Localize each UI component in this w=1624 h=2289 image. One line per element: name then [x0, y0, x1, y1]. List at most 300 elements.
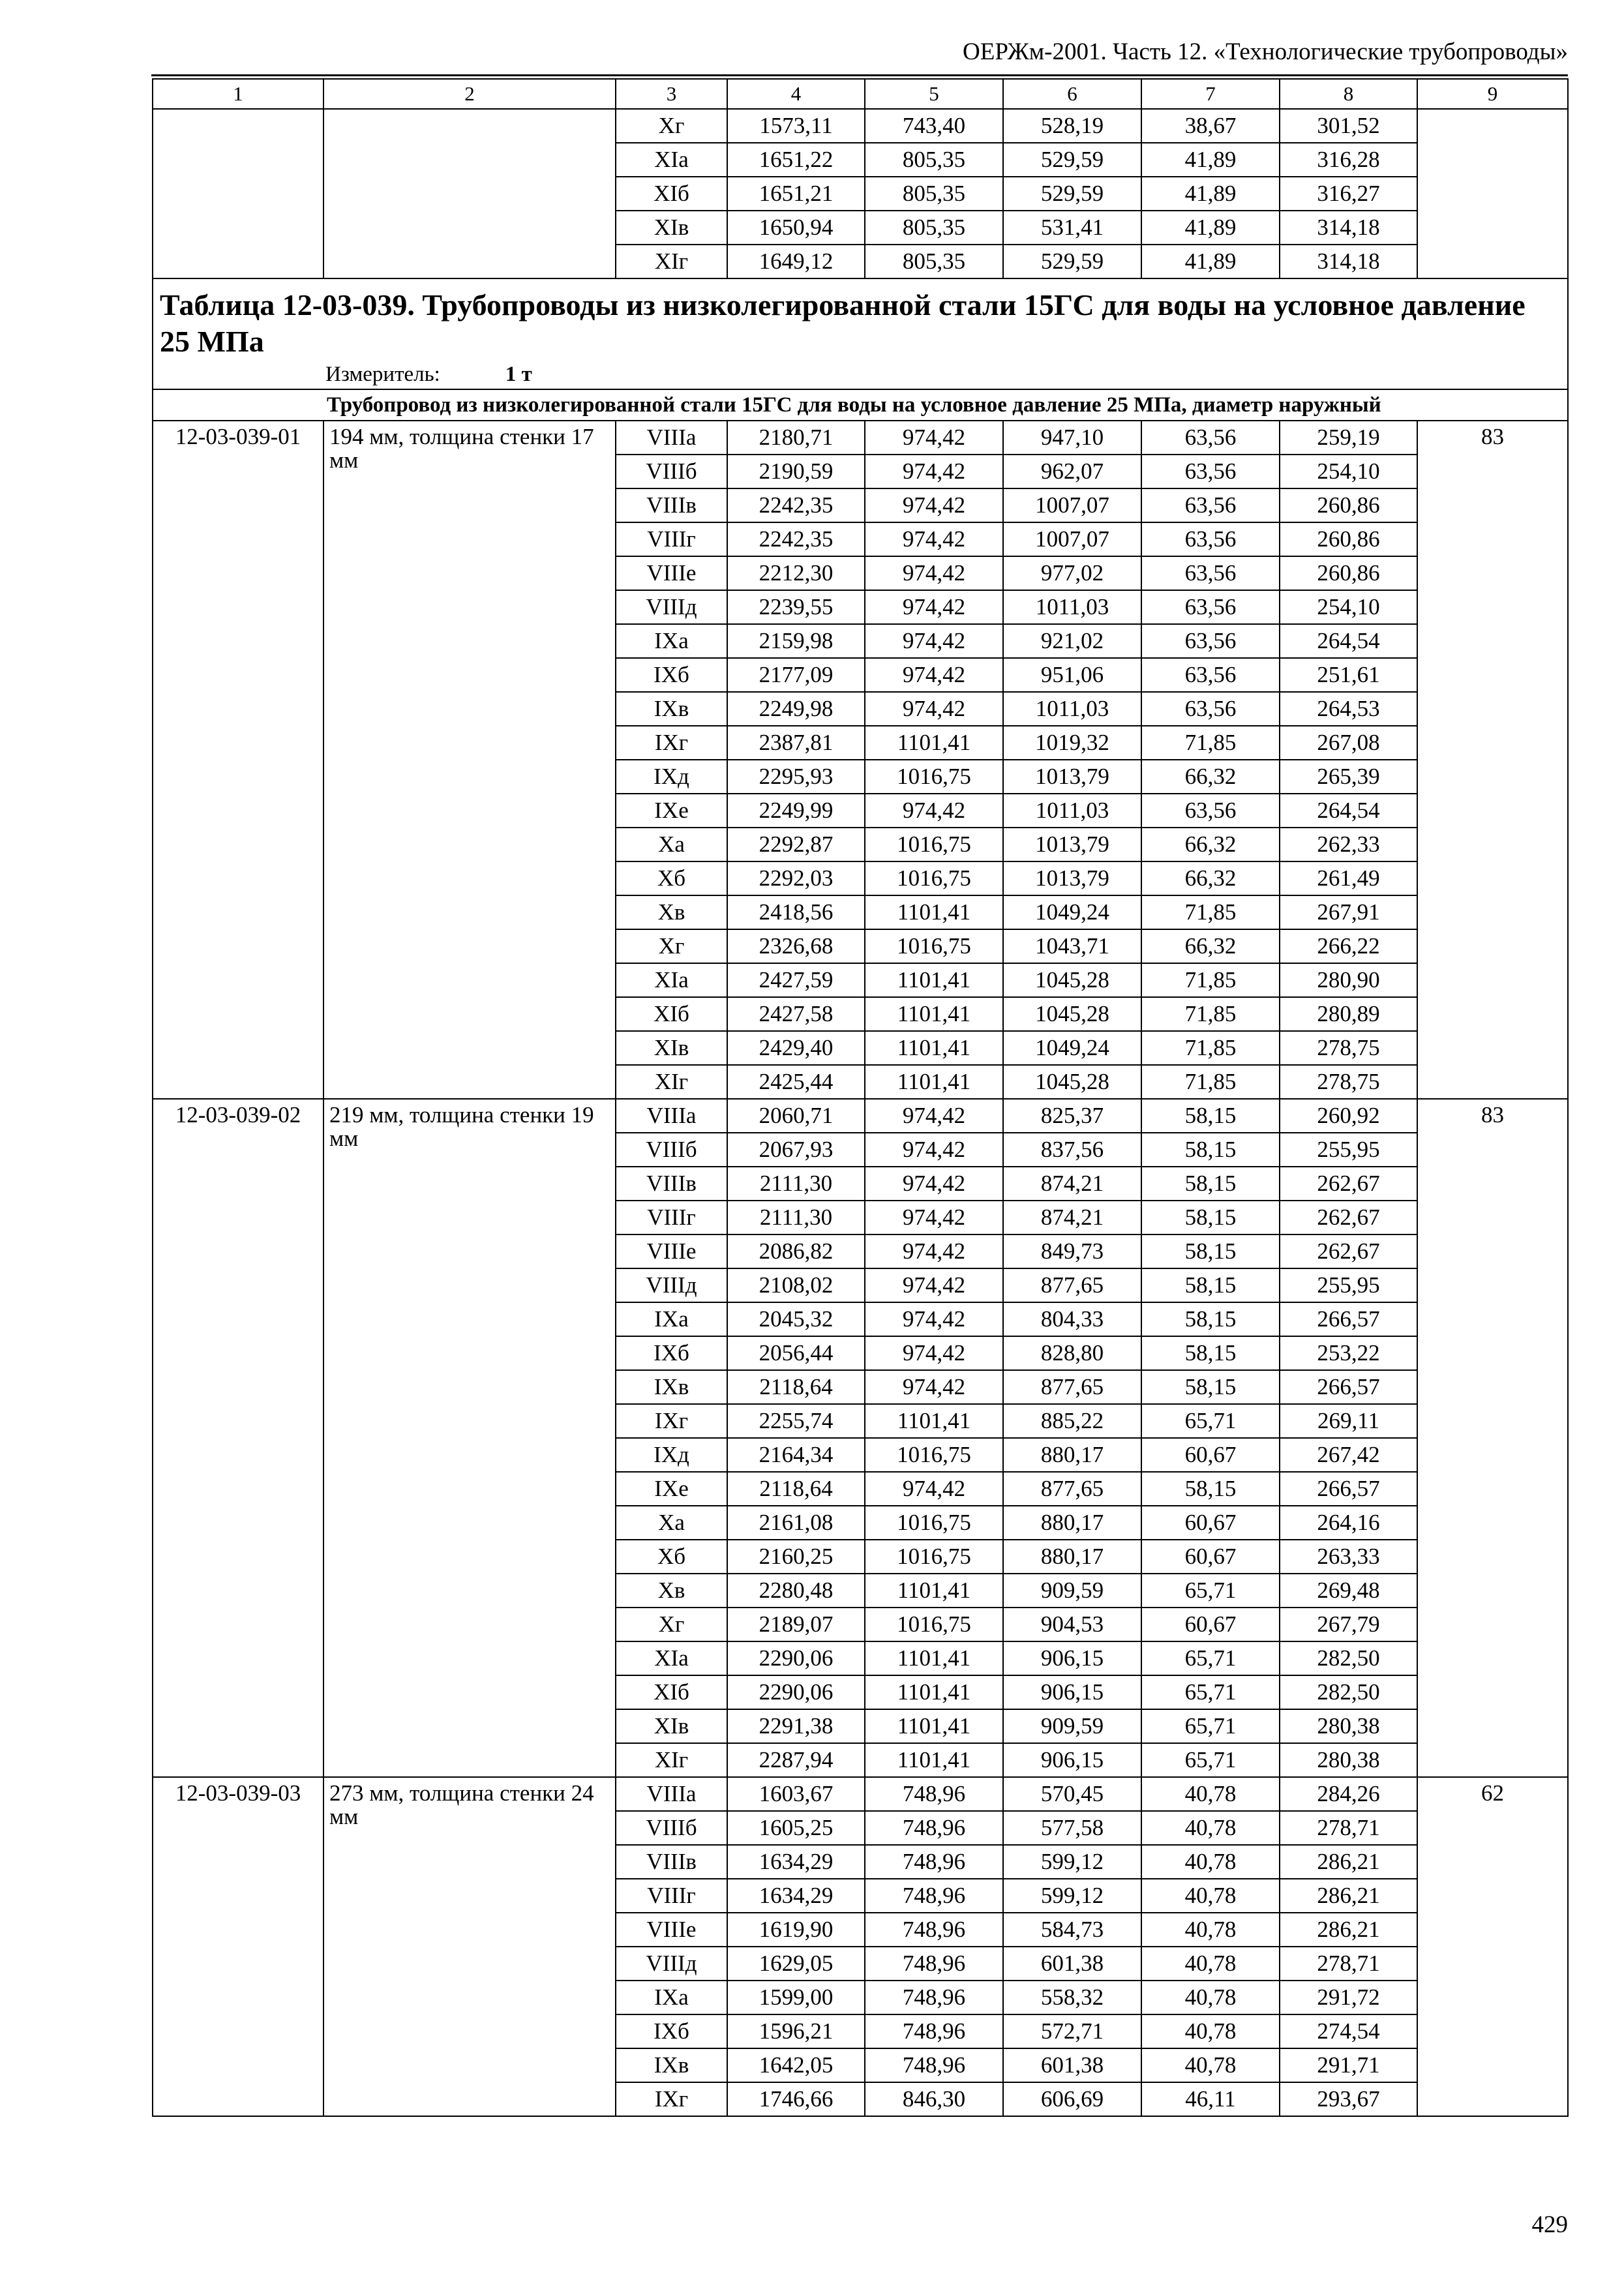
materials-cell: 282,50 [1280, 1641, 1417, 1675]
wages-cell: 846,30 [865, 2082, 1003, 2116]
zone-cell: VIIIе [616, 556, 727, 590]
machinist-wages-cell: 58,15 [1141, 1336, 1280, 1370]
wages-cell: 1101,41 [865, 997, 1003, 1031]
norm-cell [1417, 109, 1568, 278]
page-number: 429 [1531, 2211, 1568, 2238]
total-cost-cell: 2290,06 [727, 1675, 865, 1709]
zone-cell: Xа [616, 828, 727, 861]
header-rule [151, 74, 1568, 76]
wages-cell: 805,35 [865, 177, 1003, 211]
machines-cell: 906,15 [1003, 1743, 1141, 1777]
materials-cell: 280,89 [1280, 997, 1417, 1031]
code-cell: 12-03-039-03 [153, 1777, 323, 2116]
wages-cell: 748,96 [865, 1777, 1003, 1811]
machines-cell: 1049,24 [1003, 895, 1141, 929]
zone-cell: IXг [616, 726, 727, 760]
wages-cell: 974,42 [865, 624, 1003, 658]
zone-cell: VIIIа [616, 1099, 727, 1133]
wages-cell: 1101,41 [865, 726, 1003, 760]
total-cost-cell: 2249,99 [727, 794, 865, 828]
machinist-wages-cell: 71,85 [1141, 726, 1280, 760]
zone-cell: Xг [616, 109, 727, 143]
unit-label: Измеритель: [325, 363, 440, 386]
wages-cell: 974,42 [865, 421, 1003, 455]
materials-cell: 278,71 [1280, 1811, 1417, 1845]
zone-cell: XIа [616, 143, 727, 177]
total-cost-cell: 2290,06 [727, 1641, 865, 1675]
norm-cell: 83 [1417, 421, 1568, 1099]
machines-cell: 1011,03 [1003, 692, 1141, 726]
wages-cell: 748,96 [865, 1879, 1003, 1913]
total-cost-cell: 1599,00 [727, 1981, 865, 2014]
machinist-wages-cell: 66,32 [1141, 760, 1280, 794]
total-cost-cell: 2418,56 [727, 895, 865, 929]
machines-cell: 951,06 [1003, 658, 1141, 692]
table-row [153, 109, 1568, 143]
description-cell: 194 мм, толщина стенки 17 мм [323, 421, 616, 1099]
machinist-wages-cell: 66,32 [1141, 929, 1280, 963]
machinist-wages-cell: 63,56 [1141, 590, 1280, 624]
materials-cell: 314,18 [1280, 211, 1417, 245]
total-cost-cell: 2190,59 [727, 455, 865, 488]
machines-cell: 529,59 [1003, 143, 1141, 177]
machines-cell: 880,17 [1003, 1438, 1141, 1472]
zone-cell: IXв [616, 2048, 727, 2082]
total-cost-cell: 1629,05 [727, 1947, 865, 1981]
zone-cell: XIг [616, 245, 727, 278]
machines-cell: 1013,79 [1003, 861, 1141, 895]
machinist-wages-cell: 60,67 [1141, 1438, 1280, 1472]
machinist-wages-cell: 41,89 [1141, 143, 1280, 177]
machinist-wages-cell: 71,85 [1141, 963, 1280, 997]
zone-cell: XIа [616, 1641, 727, 1675]
machines-cell: 906,15 [1003, 1675, 1141, 1709]
code-cell: 12-03-039-02 [153, 1099, 323, 1777]
materials-cell: 255,95 [1280, 1133, 1417, 1167]
wages-cell: 805,35 [865, 245, 1003, 278]
machinist-wages-cell: 65,71 [1141, 1709, 1280, 1743]
total-cost-cell: 1746,66 [727, 2082, 865, 2116]
wages-cell: 1016,75 [865, 1540, 1003, 1574]
total-cost-cell: 2108,02 [727, 1268, 865, 1302]
materials-cell: 251,61 [1280, 658, 1417, 692]
materials-cell: 284,26 [1280, 1777, 1417, 1811]
table-body [153, 79, 1568, 2116]
wages-cell: 1016,75 [865, 1608, 1003, 1641]
machinist-wages-cell: 63,56 [1141, 522, 1280, 556]
section-subtitle-row [153, 389, 1568, 421]
machinist-wages-cell: 71,85 [1141, 1031, 1280, 1065]
machines-cell: 1045,28 [1003, 963, 1141, 997]
zone-cell: VIIIб [616, 1811, 727, 1845]
total-cost-cell: 2056,44 [727, 1336, 865, 1370]
materials-cell: 254,10 [1280, 590, 1417, 624]
machinist-wages-cell: 58,15 [1141, 1133, 1280, 1167]
machines-cell: 529,59 [1003, 177, 1141, 211]
column-number: 5 [865, 79, 1003, 109]
wages-cell: 974,42 [865, 1099, 1003, 1133]
materials-cell: 265,39 [1280, 760, 1417, 794]
total-cost-cell: 1651,21 [727, 177, 865, 211]
table-title-row [153, 278, 1568, 363]
wages-cell: 1101,41 [865, 1709, 1003, 1743]
zone-cell: IXе [616, 794, 727, 828]
table-title: Таблица 12-03-039. Трубопроводы из низколегированной стали 15ГС для воды на условное давление 25 МПа [153, 278, 1568, 363]
wages-cell: 974,42 [865, 658, 1003, 692]
materials-cell: 260,86 [1280, 488, 1417, 522]
code-cell [153, 109, 323, 278]
zone-cell: VIIIг [616, 522, 727, 556]
machines-cell: 1045,28 [1003, 1065, 1141, 1099]
zone-cell: XIб [616, 1675, 727, 1709]
zone-cell: XIб [616, 997, 727, 1031]
zone-cell: IXб [616, 658, 727, 692]
materials-cell: 280,38 [1280, 1709, 1417, 1743]
machines-cell: 877,65 [1003, 1268, 1141, 1302]
machines-cell: 804,33 [1003, 1302, 1141, 1336]
machinist-wages-cell: 40,78 [1141, 1845, 1280, 1879]
machines-cell: 909,59 [1003, 1574, 1141, 1608]
machinist-wages-cell: 40,78 [1141, 1777, 1280, 1811]
materials-cell: 278,75 [1280, 1031, 1417, 1065]
machinist-wages-cell: 40,78 [1141, 2048, 1280, 2082]
zone-cell: XIа [616, 963, 727, 997]
wages-cell: 1101,41 [865, 895, 1003, 929]
total-cost-cell: 2118,64 [727, 1370, 865, 1404]
machines-cell: 828,80 [1003, 1336, 1141, 1370]
total-cost-cell: 1605,25 [727, 1811, 865, 1845]
total-cost-cell: 2326,68 [727, 929, 865, 963]
machines-cell: 1007,07 [1003, 522, 1141, 556]
materials-cell: 269,11 [1280, 1404, 1417, 1438]
machinist-wages-cell: 65,71 [1141, 1404, 1280, 1438]
wages-cell: 974,42 [865, 522, 1003, 556]
materials-cell: 316,27 [1280, 177, 1417, 211]
machinist-wages-cell: 63,56 [1141, 455, 1280, 488]
total-cost-cell: 2287,94 [727, 1743, 865, 1777]
wages-cell: 805,35 [865, 143, 1003, 177]
zone-cell: Xб [616, 861, 727, 895]
total-cost-cell: 2111,30 [727, 1167, 865, 1201]
total-cost-cell: 2292,03 [727, 861, 865, 895]
norm-cell: 83 [1417, 1099, 1568, 1777]
wages-cell: 974,42 [865, 1472, 1003, 1506]
machinist-wages-cell: 63,56 [1141, 624, 1280, 658]
zone-cell: XIв [616, 1031, 727, 1065]
wages-cell: 974,42 [865, 1234, 1003, 1268]
machinist-wages-cell: 71,85 [1141, 895, 1280, 929]
zone-cell: VIIIд [616, 1947, 727, 1981]
wages-cell: 974,42 [865, 1336, 1003, 1370]
total-cost-cell: 2177,09 [727, 658, 865, 692]
machinist-wages-cell: 71,85 [1141, 997, 1280, 1031]
machinist-wages-cell: 58,15 [1141, 1302, 1280, 1336]
machines-cell: 531,41 [1003, 211, 1141, 245]
machinist-wages-cell: 41,89 [1141, 211, 1280, 245]
wages-cell: 1016,75 [865, 861, 1003, 895]
materials-cell: 260,86 [1280, 522, 1417, 556]
zone-cell: VIIIб [616, 1133, 727, 1167]
wages-cell: 743,40 [865, 109, 1003, 143]
column-number: 3 [616, 79, 727, 109]
description-cell [323, 109, 616, 278]
machinist-wages-cell: 65,71 [1141, 1641, 1280, 1675]
zone-cell: IXб [616, 1336, 727, 1370]
materials-cell: 261,49 [1280, 861, 1417, 895]
zone-cell: Xв [616, 895, 727, 929]
machines-cell: 606,69 [1003, 2082, 1141, 2116]
machines-cell: 921,02 [1003, 624, 1141, 658]
machinist-wages-cell: 40,78 [1141, 1981, 1280, 2014]
total-cost-cell: 1634,29 [727, 1845, 865, 1879]
materials-cell: 260,86 [1280, 556, 1417, 590]
column-number: 2 [323, 79, 616, 109]
machines-cell: 962,07 [1003, 455, 1141, 488]
total-cost-cell: 2239,55 [727, 590, 865, 624]
total-cost-cell: 2242,35 [727, 522, 865, 556]
total-cost-cell: 2425,44 [727, 1065, 865, 1099]
zone-cell: VIIIв [616, 488, 727, 522]
machines-cell: 570,45 [1003, 1777, 1141, 1811]
materials-cell: 267,08 [1280, 726, 1417, 760]
machines-cell: 880,17 [1003, 1540, 1141, 1574]
machines-cell: 947,10 [1003, 421, 1141, 455]
machinist-wages-cell: 66,32 [1141, 861, 1280, 895]
zone-cell: IXд [616, 760, 727, 794]
total-cost-cell: 1651,22 [727, 143, 865, 177]
wages-cell: 1101,41 [865, 963, 1003, 997]
zone-cell: IXв [616, 692, 727, 726]
machinist-wages-cell: 40,78 [1141, 1947, 1280, 1981]
column-number: 1 [153, 79, 323, 109]
total-cost-cell: 2427,59 [727, 963, 865, 997]
materials-cell: 264,54 [1280, 624, 1417, 658]
machines-cell: 1019,32 [1003, 726, 1141, 760]
total-cost-cell: 2067,93 [727, 1133, 865, 1167]
wages-cell: 1016,75 [865, 828, 1003, 861]
machines-cell: 877,65 [1003, 1472, 1141, 1506]
zone-cell: Xг [616, 929, 727, 963]
materials-cell: 267,42 [1280, 1438, 1417, 1472]
zone-cell: VIIIв [616, 1167, 727, 1201]
materials-cell: 255,95 [1280, 1268, 1417, 1302]
wages-cell: 1016,75 [865, 1506, 1003, 1540]
machinist-wages-cell: 58,15 [1141, 1099, 1280, 1133]
machinist-wages-cell: 63,56 [1141, 421, 1280, 455]
materials-cell: 260,92 [1280, 1099, 1417, 1133]
rates-table [152, 78, 1569, 2117]
total-cost-cell: 2180,71 [727, 421, 865, 455]
materials-cell: 316,28 [1280, 143, 1417, 177]
zone-cell: VIIIе [616, 1913, 727, 1947]
wages-cell: 1016,75 [865, 929, 1003, 963]
machinist-wages-cell: 58,15 [1141, 1472, 1280, 1506]
materials-cell: 274,54 [1280, 2014, 1417, 2048]
machines-cell: 529,59 [1003, 245, 1141, 278]
total-cost-cell: 2045,32 [727, 1302, 865, 1336]
total-cost-cell: 1642,05 [727, 2048, 865, 2082]
code-cell: 12-03-039-01 [153, 421, 323, 1099]
zone-cell: XIв [616, 1709, 727, 1743]
materials-cell: 264,53 [1280, 692, 1417, 726]
total-cost-cell: 1603,67 [727, 1777, 865, 1811]
total-cost-cell: 2255,74 [727, 1404, 865, 1438]
machinist-wages-cell: 60,67 [1141, 1608, 1280, 1641]
materials-cell: 266,57 [1280, 1302, 1417, 1336]
materials-cell: 293,67 [1280, 2082, 1417, 2116]
materials-cell: 291,72 [1280, 1981, 1417, 2014]
column-number: 4 [727, 79, 865, 109]
wages-cell: 805,35 [865, 211, 1003, 245]
machines-cell: 877,65 [1003, 1370, 1141, 1404]
materials-cell: 269,48 [1280, 1574, 1417, 1608]
running-header: ОЕРЖм-2001. Часть 12. «Технологические трубопроводы» [963, 38, 1568, 65]
zone-cell: Xг [616, 1608, 727, 1641]
machinist-wages-cell: 63,56 [1141, 692, 1280, 726]
materials-cell: 262,33 [1280, 828, 1417, 861]
wages-cell: 974,42 [865, 1370, 1003, 1404]
norm-cell: 62 [1417, 1777, 1568, 2116]
machines-cell: 1013,79 [1003, 828, 1141, 861]
machines-cell: 558,32 [1003, 1981, 1141, 2014]
materials-cell: 263,33 [1280, 1540, 1417, 1574]
wages-cell: 974,42 [865, 1133, 1003, 1167]
total-cost-cell: 2249,98 [727, 692, 865, 726]
machinist-wages-cell: 58,15 [1141, 1201, 1280, 1234]
machines-cell: 1045,28 [1003, 997, 1141, 1031]
machinist-wages-cell: 41,89 [1141, 177, 1280, 211]
description-cell: 219 мм, толщина стенки 19 мм [323, 1099, 616, 1777]
machines-cell: 599,12 [1003, 1879, 1141, 1913]
machines-cell: 584,73 [1003, 1913, 1141, 1947]
unit-value: 1 т [505, 363, 532, 386]
machines-cell: 904,53 [1003, 1608, 1141, 1641]
wages-cell: 974,42 [865, 1167, 1003, 1201]
machinist-wages-cell: 63,56 [1141, 794, 1280, 828]
machines-cell: 1011,03 [1003, 794, 1141, 828]
zone-cell: XIв [616, 211, 727, 245]
total-cost-cell: 2060,71 [727, 1099, 865, 1133]
materials-cell: 286,21 [1280, 1913, 1417, 1947]
materials-cell: 253,22 [1280, 1336, 1417, 1370]
section-subtitle: Трубопровод из низколегированной стали 15ГС для воды на условное давление 25 МПа, диаметр наружный [153, 389, 1568, 421]
total-cost-cell: 2427,58 [727, 997, 865, 1031]
materials-cell: 286,21 [1280, 1879, 1417, 1913]
column-number-row [153, 79, 1568, 109]
wages-cell: 1101,41 [865, 1031, 1003, 1065]
materials-cell: 264,16 [1280, 1506, 1417, 1540]
machinist-wages-cell: 65,71 [1141, 1675, 1280, 1709]
column-number: 9 [1417, 79, 1568, 109]
machinist-wages-cell: 58,15 [1141, 1370, 1280, 1404]
machines-cell: 528,19 [1003, 109, 1141, 143]
zone-cell: VIIIа [616, 1777, 727, 1811]
machinist-wages-cell: 63,56 [1141, 488, 1280, 522]
machinist-wages-cell: 65,71 [1141, 1743, 1280, 1777]
wages-cell: 748,96 [865, 1947, 1003, 1981]
column-number: 8 [1280, 79, 1417, 109]
machines-cell: 1013,79 [1003, 760, 1141, 794]
total-cost-cell: 2111,30 [727, 1201, 865, 1234]
machinist-wages-cell: 60,67 [1141, 1540, 1280, 1574]
zone-cell: VIIIг [616, 1879, 727, 1913]
machines-cell: 977,02 [1003, 556, 1141, 590]
table-row [153, 1099, 1568, 1133]
zone-cell: VIIIг [616, 1201, 727, 1234]
wages-cell: 748,96 [865, 1811, 1003, 1845]
machines-cell: 577,58 [1003, 1811, 1141, 1845]
wages-cell: 974,42 [865, 794, 1003, 828]
machines-cell: 849,73 [1003, 1234, 1141, 1268]
total-cost-cell: 2159,98 [727, 624, 865, 658]
zone-cell: XIб [616, 177, 727, 211]
zone-cell: VIIIе [616, 1234, 727, 1268]
machines-cell: 906,15 [1003, 1641, 1141, 1675]
zone-cell: XIг [616, 1065, 727, 1099]
materials-cell: 262,67 [1280, 1234, 1417, 1268]
machines-cell: 572,71 [1003, 2014, 1141, 2048]
machines-cell: 825,37 [1003, 1099, 1141, 1133]
machinist-wages-cell: 58,15 [1141, 1234, 1280, 1268]
zone-cell: VIIIв [616, 1845, 727, 1879]
machines-cell: 601,38 [1003, 2048, 1141, 2082]
machinist-wages-cell: 58,15 [1141, 1167, 1280, 1201]
zone-cell: VIIIд [616, 1268, 727, 1302]
machinist-wages-cell: 40,78 [1141, 1811, 1280, 1845]
unit-row [153, 363, 1568, 389]
total-cost-cell: 2295,93 [727, 760, 865, 794]
machinist-wages-cell: 41,89 [1141, 245, 1280, 278]
machines-cell: 1043,71 [1003, 929, 1141, 963]
total-cost-cell: 2291,38 [727, 1709, 865, 1743]
materials-cell: 266,57 [1280, 1472, 1417, 1506]
zone-cell: IXв [616, 1370, 727, 1404]
machines-cell: 601,38 [1003, 1947, 1141, 1981]
machines-cell: 1011,03 [1003, 590, 1141, 624]
materials-cell: 286,21 [1280, 1845, 1417, 1879]
materials-cell: 259,19 [1280, 421, 1417, 455]
total-cost-cell: 2118,64 [727, 1472, 865, 1506]
machinist-wages-cell: 46,11 [1141, 2082, 1280, 2116]
wages-cell: 974,42 [865, 1268, 1003, 1302]
wages-cell: 1101,41 [865, 1404, 1003, 1438]
wages-cell: 748,96 [865, 2014, 1003, 2048]
wages-cell: 748,96 [865, 1845, 1003, 1879]
total-cost-cell: 1596,21 [727, 2014, 865, 2048]
total-cost-cell: 2280,48 [727, 1574, 865, 1608]
table-row [153, 421, 1568, 455]
wages-cell: 974,42 [865, 488, 1003, 522]
materials-cell: 254,10 [1280, 455, 1417, 488]
column-number: 7 [1141, 79, 1280, 109]
total-cost-cell: 1634,29 [727, 1879, 865, 1913]
wages-cell: 974,42 [865, 455, 1003, 488]
zone-cell: IXг [616, 1404, 727, 1438]
machines-cell: 885,22 [1003, 1404, 1141, 1438]
materials-cell: 262,67 [1280, 1167, 1417, 1201]
materials-cell: 278,71 [1280, 1947, 1417, 1981]
wages-cell: 1016,75 [865, 760, 1003, 794]
machines-cell: 909,59 [1003, 1709, 1141, 1743]
materials-cell: 280,38 [1280, 1743, 1417, 1777]
zone-cell: VIIIб [616, 455, 727, 488]
machines-cell: 874,21 [1003, 1167, 1141, 1201]
zone-cell: IXд [616, 1438, 727, 1472]
table-row [153, 1777, 1568, 1811]
description-cell: 273 мм, толщина стенки 24 мм [323, 1777, 616, 2116]
zone-cell: XIг [616, 1743, 727, 1777]
machinist-wages-cell: 38,67 [1141, 109, 1280, 143]
